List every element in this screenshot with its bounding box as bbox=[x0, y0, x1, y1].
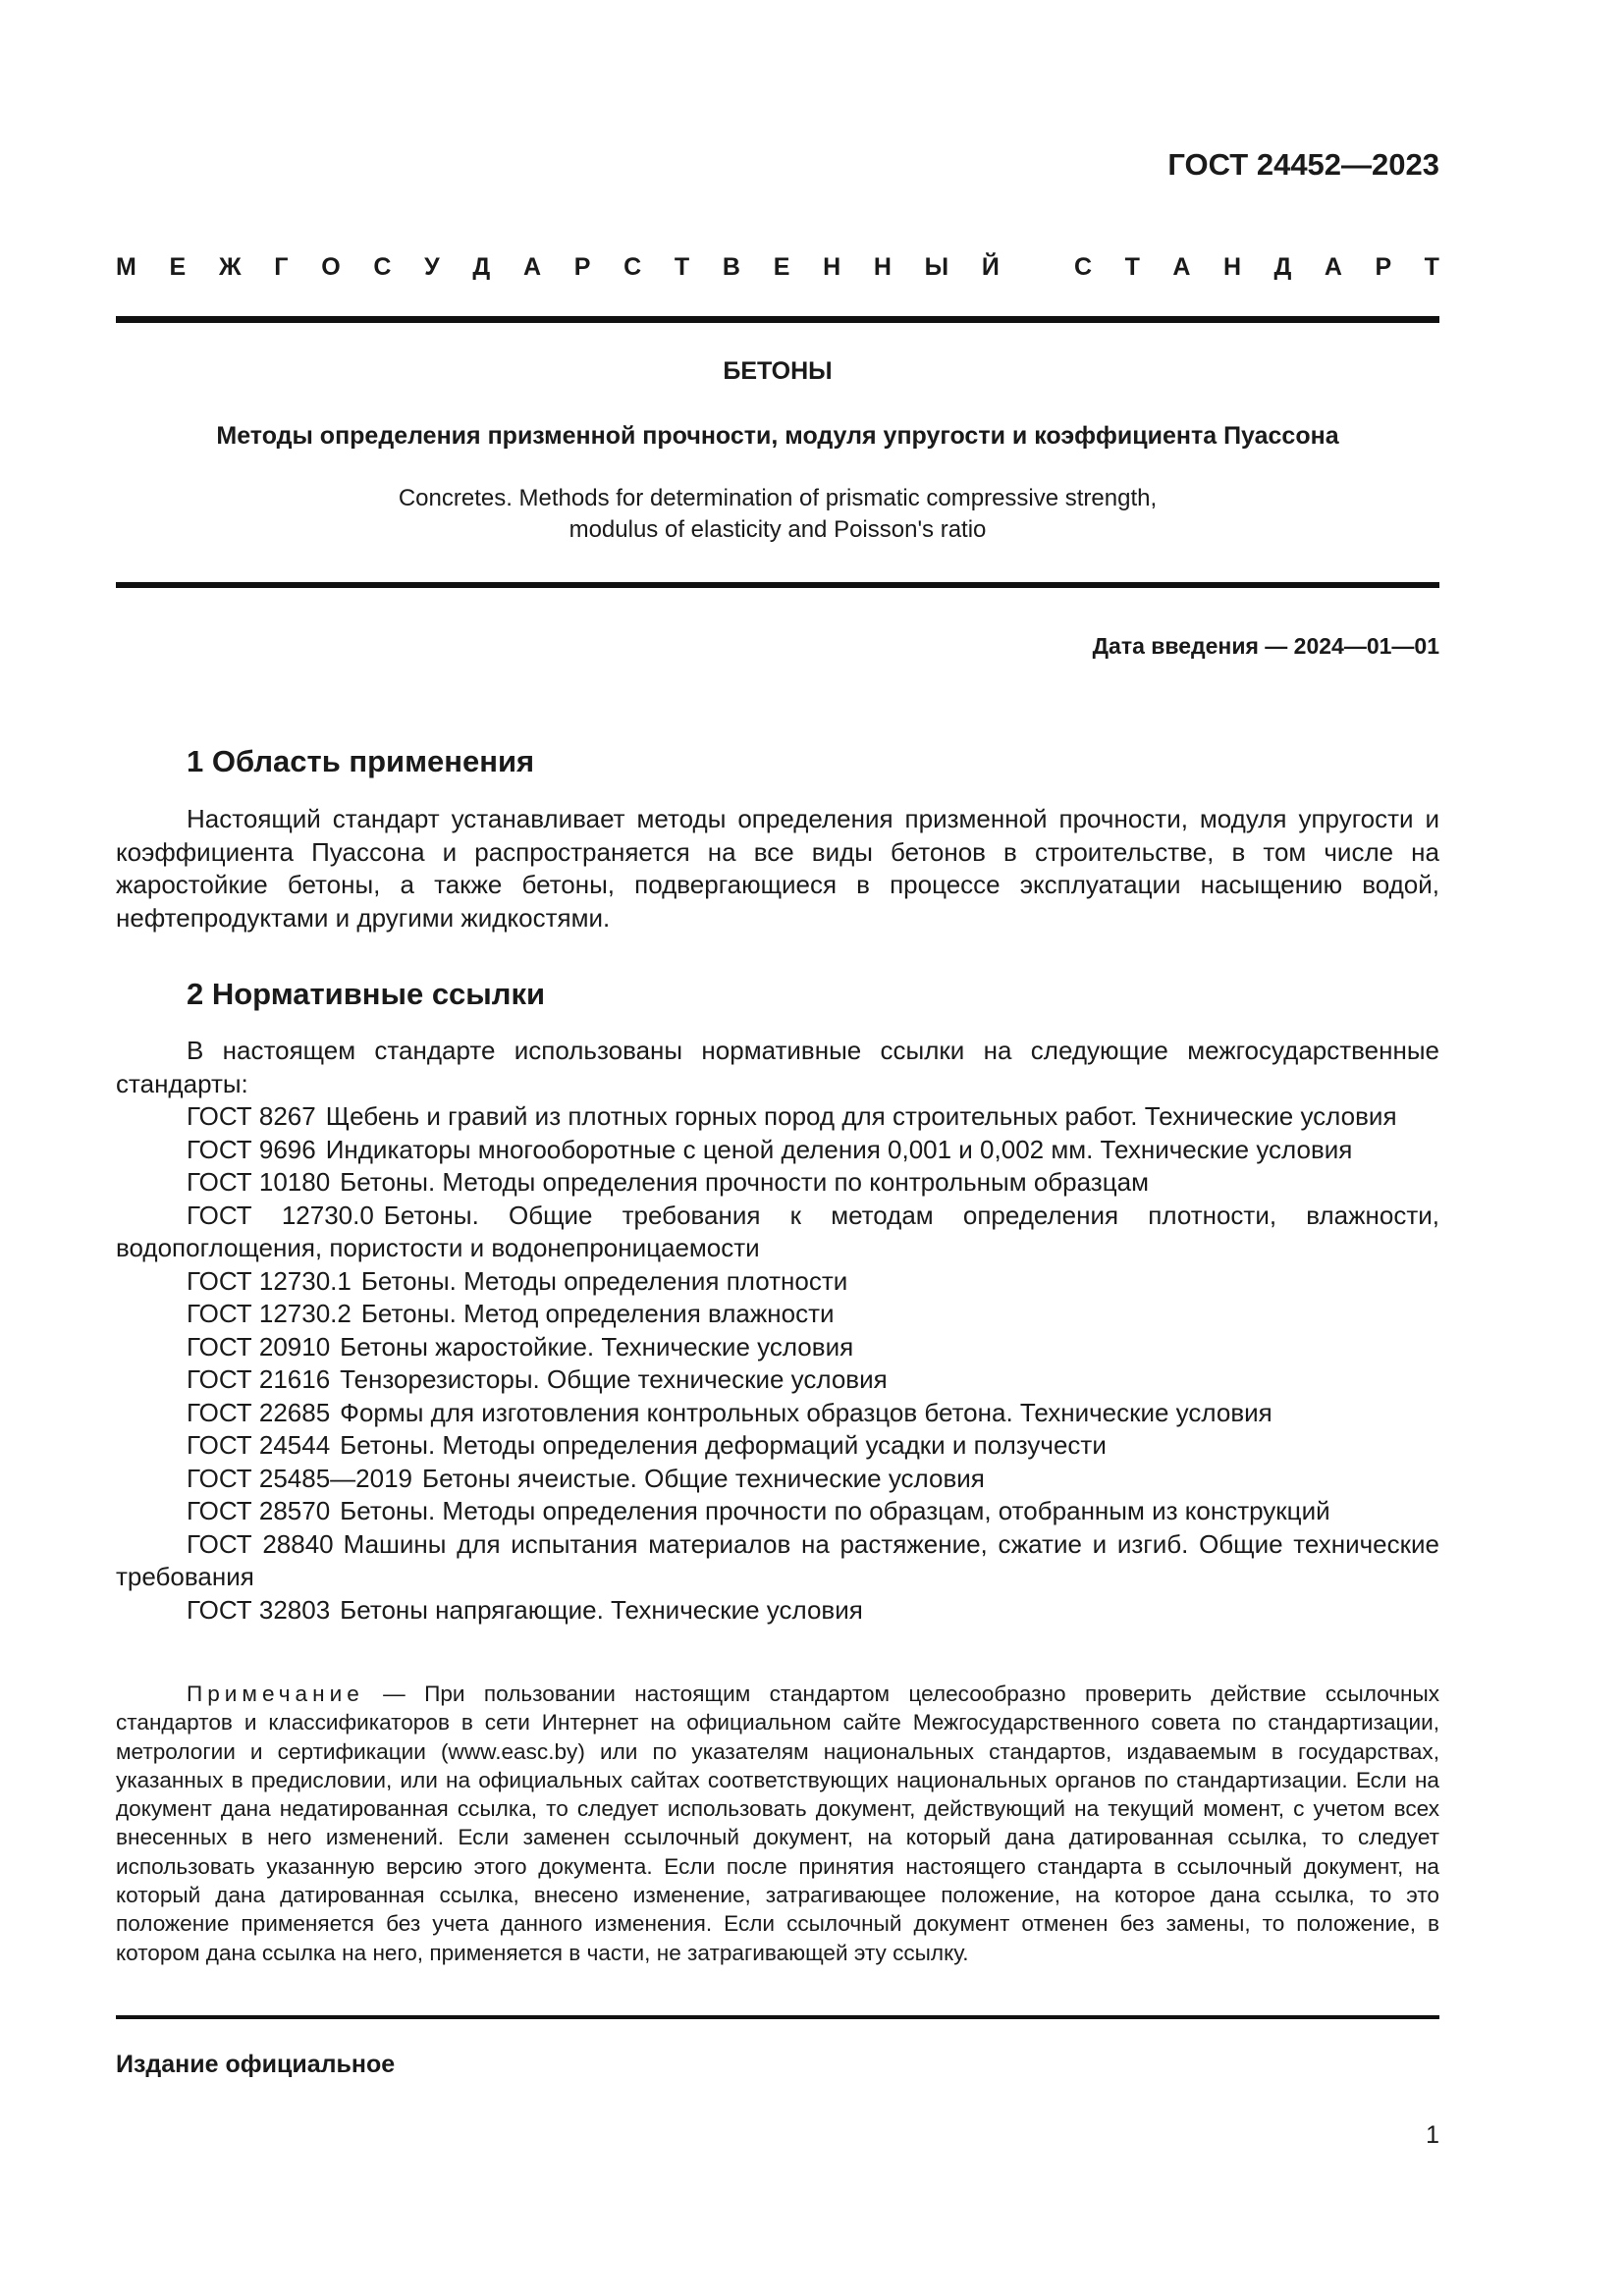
reference-item: ГОСТ 32803 Бетоны напрягающие. Технические условия bbox=[187, 1594, 863, 1625]
english-title-line: modulus of elasticity and Poisson's ratio bbox=[568, 516, 987, 543]
reference-item: ГОСТ 10180 Бетоны. Методы определения прочности по контрольным образцам bbox=[187, 1167, 1149, 1197]
title-divider bbox=[116, 582, 1439, 588]
top-divider bbox=[116, 316, 1439, 323]
document-title: БЕТОНЫ bbox=[723, 357, 833, 385]
standard-number: ГОСТ 24452—2023 bbox=[1167, 147, 1439, 182]
bottom-divider bbox=[116, 2015, 1439, 2019]
reference-item: ГОСТ 9696 Индикаторы многооборотные с ценой деления 0,001 и 0,002 мм. Технические условия bbox=[187, 1134, 1353, 1164]
interstate-standard-banner bbox=[116, 253, 1439, 282]
section-1-paragraph: Настоящий стандарт устанавливает методы определения призменной прочности, модуля упругости и коэффициента Пуассона и распространяется на все виды бетонов в строительстве, в том числе на жаростойкие бетоны, а также бетоны, подвергающиеся в процессе эксплуатации насыщению водой, нефтепродуктами и другими жидкостями. bbox=[116, 804, 1439, 933]
english-title bbox=[116, 483, 1439, 546]
reference-item: ГОСТ 20910 Бетоны жаростойкие. Технические условия bbox=[187, 1331, 854, 1362]
introduction-date: Дата введения — 2024—01—01 bbox=[1092, 633, 1439, 659]
interstate-word: М Е Ж Г О С У Д А Р С Т В Е Н Н Ы Й bbox=[116, 253, 1000, 281]
section-1-heading: 1 Область применения bbox=[187, 744, 535, 778]
reference-item: ГОСТ 28840 Машины для испытания материалов на растяжение, сжатие и изгиб. Общие технические требования bbox=[116, 1528, 1439, 1591]
reference-item: ГОСТ 12730.0 Бетоны. Общие требования к методам определения плотности, влажности, водопоглощения, пористости и водонепроницаемости bbox=[116, 1200, 1439, 1262]
official-edition-label: Издание официальное bbox=[116, 2051, 396, 2078]
reference-item: ГОСТ 21616 Тензорезисторы. Общие технические условия bbox=[187, 1364, 888, 1394]
reference-item: ГОСТ 22685 Формы для изготовления контрольных образцов бетона. Технические условия bbox=[187, 1397, 1272, 1427]
section-2-heading: 2 Нормативные ссылки bbox=[187, 977, 546, 1011]
standard-word: С Т А Н Д А Р Т bbox=[1074, 253, 1439, 281]
reference-item: ГОСТ 28570 Бетоны. Методы определения прочности по образцам, отобранным из конструкций bbox=[187, 1496, 1330, 1525]
reference-item: ГОСТ 25485—2019 Бетоны ячеистые. Общие технические условия bbox=[187, 1463, 985, 1493]
english-title-line: Concretes. Methods for determination of prismatic compressive strength, bbox=[398, 485, 1158, 511]
reference-item: ГОСТ 12730.1 Бетоны. Методы определения плотности bbox=[187, 1265, 848, 1296]
reference-item: ГОСТ 12730.2 Бетоны. Метод определения влажности bbox=[187, 1299, 835, 1328]
references-intro: В настоящем стандарте использованы нормативные ссылки на следующие межгосударственные стандарты: bbox=[116, 1036, 1439, 1098]
reference-item: ГОСТ 8267 Щебень и гравий из плотных горных пород для строительных работ. Технические условия bbox=[187, 1101, 1397, 1131]
reference-item: ГОСТ 24544 Бетоны. Методы определения деформаций усадки и ползучести bbox=[187, 1430, 1107, 1460]
document-subtitle: Методы определения призменной прочности, модуля упругости и коэффициента Пуассона bbox=[216, 422, 1339, 450]
page-number: 1 bbox=[1426, 2121, 1439, 2149]
normative-references bbox=[116, 1035, 1439, 1627]
note-paragraph bbox=[116, 1680, 1439, 1967]
note-text: — При пользовании настоящим стандартом целесообразно проверить действие ссылочных стандартов и классификаторов в сети Интернет на официальном сайте Межгосударственного совета по стандартизации, метрологии и сертификации (www.easc.by) или по указателям национальных стандартов, издаваемым в государствах, указанных в предисловии, или на официальных сайтах соответствующих национальных органов по стандартизации. Если на документ дана недатированная ссылка, то следует использовать документ, действующий на текущий момент, с учетом всех внесенных в него изменений. Если заменен ссылочный документ, на который дана датированная ссылка, то следует использовать указанную версию этого документа. Если после принятия настоящего стандарта в ссылочный документ, на который дана датированная ссылка, внесено изменение, затрагивающее положение, на которое дана ссылка, то это положение применяется без учета данного изменения. Если ссылочный документ отменен без замены, то положение, в котором дана ссылка на него, применяется в части, не затрагивающей эту ссылку. bbox=[116, 1682, 1439, 1965]
note-label: Примечание bbox=[187, 1682, 364, 1706]
